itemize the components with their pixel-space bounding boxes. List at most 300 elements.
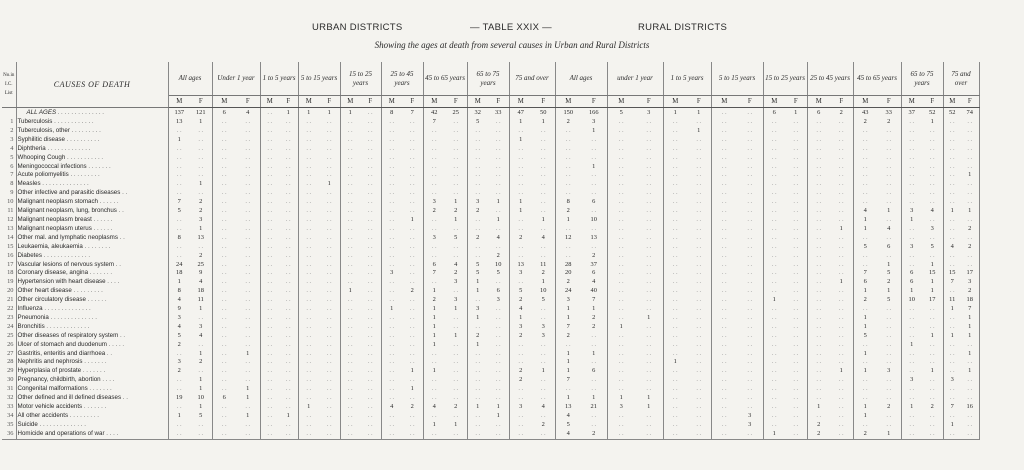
empty-cell-dots: . . bbox=[532, 225, 555, 234]
empty-cell-dots: . . bbox=[445, 350, 467, 359]
empty-cell-dots: . . bbox=[961, 127, 979, 136]
empty-cell-dots: . . bbox=[445, 252, 467, 261]
row-list-number: 36 bbox=[2, 430, 16, 439]
empty-cell-dots: . . bbox=[737, 225, 763, 234]
empty-cell-dots: . . bbox=[721, 322, 727, 330]
empty-cell-dots: . . bbox=[190, 136, 212, 145]
empty-cell-dots: . . bbox=[221, 340, 227, 348]
empty-cell-dots: . . bbox=[532, 198, 555, 207]
empty-cell-dots: . . bbox=[949, 287, 955, 295]
empty-cell-dots: . . bbox=[347, 144, 353, 152]
empty-cell-dots: . . bbox=[785, 341, 807, 350]
empty-cell-dots: . . bbox=[431, 385, 437, 393]
table-row bbox=[2, 127, 979, 136]
table-cell: 1 bbox=[910, 287, 914, 295]
empty-cell-dots: . . bbox=[475, 420, 481, 428]
dot-leader: . . . . bbox=[105, 278, 120, 286]
table-cell: 1 bbox=[863, 349, 867, 357]
empty-cell-dots: . . bbox=[687, 243, 711, 252]
empty-cell-dots: . . bbox=[922, 341, 943, 350]
empty-cell-dots: . . bbox=[279, 367, 298, 376]
empty-cell-dots: . . bbox=[635, 305, 663, 314]
empty-cell-dots: . . bbox=[771, 403, 777, 410]
empty-cell-dots: . . bbox=[949, 411, 955, 419]
table-cell: 6 bbox=[817, 108, 821, 116]
empty-cell-dots: . . bbox=[785, 350, 807, 359]
empty-cell-dots: . . bbox=[771, 251, 777, 259]
empty-cell-dots: . . bbox=[785, 403, 807, 412]
empty-cell-dots: . . bbox=[221, 153, 227, 161]
table-cell: 1 bbox=[190, 118, 212, 127]
empty-cell-dots: . . bbox=[816, 287, 822, 295]
empty-cell-dots: . . bbox=[319, 145, 340, 154]
empty-cell-dots: . . bbox=[488, 305, 509, 314]
table-cell: 25 bbox=[445, 108, 467, 119]
empty-cell-dots: . . bbox=[618, 224, 624, 232]
empty-cell-dots: . . bbox=[319, 269, 340, 278]
table-cell: 3 bbox=[519, 322, 523, 330]
empty-cell-dots: . . bbox=[389, 313, 395, 321]
empty-cell-dots: . . bbox=[771, 189, 777, 197]
empty-cell-dots: . . bbox=[737, 189, 763, 198]
row-cause-label: Whooping Cough . . . . . . . . . . . bbox=[16, 154, 168, 163]
column-header-age-group: 45 to 65 years bbox=[423, 62, 467, 96]
empty-cell-dots: . . bbox=[922, 412, 943, 421]
dot-leader: . . . . bbox=[104, 429, 119, 437]
table-cell: 166 bbox=[581, 108, 607, 119]
empty-cell-dots: . . bbox=[721, 162, 727, 170]
table-cell: 1 bbox=[922, 367, 943, 376]
row-list-number: 8 bbox=[2, 180, 16, 189]
empty-cell-dots: . . bbox=[687, 252, 711, 261]
empty-cell-dots: . . bbox=[785, 332, 807, 341]
empty-cell-dots: . . bbox=[737, 269, 763, 278]
empty-cell-dots: . . bbox=[961, 341, 979, 350]
empty-cell-dots: . . bbox=[922, 376, 943, 385]
empty-cell-dots: . . bbox=[360, 243, 381, 252]
empty-cell-dots: . . bbox=[672, 296, 678, 304]
column-header-female: F bbox=[877, 96, 901, 108]
empty-cell-dots: . . bbox=[532, 341, 555, 350]
table-cell: 1 bbox=[763, 430, 785, 439]
row-cause-label: Coronary disease, angina . . . . . . . bbox=[16, 269, 168, 278]
empty-cell-dots: . . bbox=[306, 180, 312, 188]
table-cell: 1 bbox=[236, 385, 260, 394]
empty-cell-dots: . . bbox=[475, 322, 481, 330]
column-header-age-group: All ages bbox=[555, 62, 607, 96]
empty-cell-dots: . . bbox=[475, 135, 481, 143]
empty-cell-dots: . . bbox=[816, 198, 822, 206]
empty-cell-dots: . . bbox=[319, 305, 340, 314]
empty-cell-dots: . . bbox=[721, 340, 727, 348]
table-cell: 3 bbox=[519, 269, 523, 277]
empty-cell-dots: . . bbox=[306, 198, 312, 206]
empty-cell-dots: . . bbox=[221, 118, 227, 125]
empty-cell-dots: . . bbox=[909, 233, 915, 241]
table-cell: 2 bbox=[190, 207, 212, 216]
empty-cell-dots: . . bbox=[581, 376, 607, 385]
empty-cell-dots: . . bbox=[319, 314, 340, 323]
empty-cell-dots: . . bbox=[360, 234, 381, 243]
empty-cell-dots: . . bbox=[581, 385, 607, 394]
table-cell: 2 bbox=[445, 207, 467, 216]
empty-cell-dots: . . bbox=[909, 171, 915, 179]
empty-cell-dots: . . bbox=[431, 215, 437, 223]
table-cell: 7 bbox=[177, 198, 181, 206]
empty-cell-dots: . . bbox=[721, 233, 727, 241]
row-cause-label: Tuberculosis . . . . . . . . . . . . bbox=[16, 118, 168, 127]
empty-cell-dots: . . bbox=[488, 367, 509, 376]
table-cell: 1 bbox=[445, 421, 467, 430]
empty-cell-dots: . . bbox=[737, 118, 763, 127]
empty-cell-dots: . . bbox=[635, 180, 663, 189]
empty-cell-dots: . . bbox=[771, 287, 777, 295]
empty-cell-dots: . . bbox=[319, 154, 340, 163]
empty-cell-dots: . . bbox=[518, 349, 524, 357]
empty-cell-dots: . . bbox=[862, 171, 868, 179]
empty-cell-dots: . . bbox=[687, 385, 711, 394]
table-cell: 1 bbox=[402, 367, 423, 376]
empty-cell-dots: . . bbox=[721, 313, 727, 321]
table-cell: 6 bbox=[772, 108, 776, 116]
empty-cell-dots: . . bbox=[830, 207, 853, 216]
table-cell: 1 bbox=[877, 287, 901, 296]
table-cell: 16 bbox=[961, 403, 979, 412]
table-cell: 1 bbox=[910, 340, 914, 348]
table-cell: 2 bbox=[581, 252, 607, 261]
empty-cell-dots: . . bbox=[389, 144, 395, 152]
table-cell: 7 bbox=[432, 269, 436, 277]
empty-cell-dots: . . bbox=[721, 108, 727, 116]
empty-cell-dots: . . bbox=[922, 154, 943, 163]
empty-cell-dots: . . bbox=[771, 367, 777, 375]
empty-cell-dots: . . bbox=[475, 126, 481, 134]
dot-leader: . . . . . . bbox=[91, 215, 113, 223]
empty-cell-dots: . . bbox=[771, 358, 777, 366]
dot-leader: . . . . . . bbox=[91, 224, 113, 232]
empty-cell-dots: . . bbox=[319, 350, 340, 359]
table-cell: 6 bbox=[910, 269, 914, 277]
table-cell: 11 bbox=[532, 261, 555, 270]
row-list-number: 16 bbox=[2, 252, 16, 261]
table-row bbox=[2, 278, 979, 287]
empty-cell-dots: . . bbox=[721, 287, 727, 295]
dot-leader: . . . . . . . . . . . . . . bbox=[37, 420, 86, 428]
row-cause-label: Pregnancy, childbirth, abortion . . . . bbox=[16, 376, 168, 385]
empty-cell-dots: . . bbox=[236, 180, 260, 189]
row-cause-label: Bronchitis . . . . . . . . . . . . . bbox=[16, 323, 168, 332]
empty-cell-dots: . . bbox=[445, 412, 467, 421]
empty-cell-dots: . . bbox=[877, 376, 901, 385]
table-cell: 1 bbox=[635, 403, 663, 412]
empty-cell-dots: . . bbox=[909, 224, 915, 232]
empty-cell-dots: . . bbox=[236, 305, 260, 314]
empty-cell-dots: . . bbox=[445, 394, 467, 403]
table-cell: 20 bbox=[565, 269, 572, 277]
row-list-number: 18 bbox=[2, 269, 16, 278]
table-cell: 8 bbox=[177, 287, 181, 295]
empty-cell-dots: . . bbox=[389, 296, 395, 304]
empty-cell-dots: . . bbox=[347, 322, 353, 330]
empty-cell-dots: . . bbox=[581, 189, 607, 198]
table-cell: 1 bbox=[922, 332, 943, 341]
empty-cell-dots: . . bbox=[221, 207, 227, 215]
empty-cell-dots: . . bbox=[961, 118, 979, 127]
empty-cell-dots: . . bbox=[176, 215, 182, 223]
table-cell: 28 bbox=[565, 260, 572, 268]
empty-cell-dots: . . bbox=[279, 243, 298, 252]
row-cause-label: Vascular lesions of nervous system . . bbox=[16, 261, 168, 270]
empty-cell-dots: . . bbox=[360, 350, 381, 359]
table-cell: 1 bbox=[445, 305, 467, 314]
empty-cell-dots: . . bbox=[190, 243, 212, 252]
empty-cell-dots: . . bbox=[672, 260, 678, 268]
table-cell: 2 bbox=[519, 296, 523, 304]
empty-cell-dots: . . bbox=[949, 189, 955, 197]
empty-cell-dots: . . bbox=[518, 394, 524, 402]
empty-cell-dots: . . bbox=[267, 367, 273, 375]
empty-cell-dots: . . bbox=[961, 394, 979, 403]
empty-cell-dots: . . bbox=[618, 385, 624, 393]
table-cell: 1 bbox=[950, 207, 954, 215]
empty-cell-dots: . . bbox=[785, 367, 807, 376]
table-cell: 4 bbox=[390, 403, 394, 410]
empty-cell-dots: . . bbox=[635, 376, 663, 385]
empty-cell-dots: . . bbox=[672, 162, 678, 170]
table-cell: 8 bbox=[390, 108, 394, 116]
empty-cell-dots: . . bbox=[488, 189, 509, 198]
table-cell: 1 bbox=[877, 261, 901, 270]
empty-cell-dots: . . bbox=[607, 430, 635, 439]
table-cell: 1 bbox=[348, 108, 352, 116]
empty-cell-dots: . . bbox=[877, 323, 901, 332]
empty-cell-dots: . . bbox=[830, 252, 853, 261]
empty-cell-dots: . . bbox=[816, 394, 822, 402]
table-cell: 1 bbox=[190, 376, 212, 385]
empty-cell-dots: . . bbox=[862, 198, 868, 206]
empty-cell-dots: . . bbox=[635, 332, 663, 341]
table-cell: 1 bbox=[922, 278, 943, 287]
table-cell: 1 bbox=[488, 403, 509, 412]
empty-cell-dots: . . bbox=[423, 430, 445, 439]
empty-cell-dots: . . bbox=[862, 260, 868, 268]
table-cell: 1 bbox=[863, 313, 867, 321]
empty-cell-dots: . . bbox=[922, 394, 943, 403]
empty-cell-dots: . . bbox=[816, 313, 822, 321]
empty-cell-dots: . . bbox=[221, 251, 227, 259]
table-cell: 4 bbox=[532, 403, 555, 412]
dot-leader: . . bbox=[105, 349, 113, 357]
table-cell: 4 bbox=[488, 234, 509, 243]
table-cell: 8 bbox=[177, 233, 181, 241]
empty-cell-dots: . . bbox=[389, 331, 395, 339]
empty-cell-dots: . . bbox=[687, 394, 711, 403]
empty-cell-dots: . . bbox=[319, 358, 340, 367]
row-list-number: 31 bbox=[2, 385, 16, 394]
empty-cell-dots: . . bbox=[816, 251, 822, 259]
empty-cell-dots: . . bbox=[785, 163, 807, 172]
empty-cell-dots: . . bbox=[877, 421, 901, 430]
empty-cell-dots: . . bbox=[635, 323, 663, 332]
empty-cell-dots: . . bbox=[319, 216, 340, 225]
empty-cell-dots: . . bbox=[221, 331, 227, 339]
empty-cell-dots: . . bbox=[402, 296, 423, 305]
empty-cell-dots: . . bbox=[687, 216, 711, 225]
empty-cell-dots: . . bbox=[347, 260, 353, 268]
table-cell: 1 bbox=[687, 127, 711, 136]
empty-cell-dots: . . bbox=[306, 278, 312, 286]
empty-cell-dots: . . bbox=[618, 242, 624, 250]
empty-cell-dots: . . bbox=[862, 376, 868, 384]
empty-cell-dots: . . bbox=[771, 278, 777, 286]
table-cell: 1 bbox=[566, 394, 570, 402]
table-cell: 2 bbox=[566, 207, 570, 215]
empty-cell-dots: . . bbox=[862, 180, 868, 188]
empty-cell-dots: . . bbox=[532, 394, 555, 403]
empty-cell-dots: . . bbox=[943, 430, 961, 439]
dot-leader: . . . . . . . . . . . . . . bbox=[48, 313, 97, 321]
empty-cell-dots: . . bbox=[389, 224, 395, 232]
empty-cell-dots: . . bbox=[687, 403, 711, 412]
empty-cell-dots: . . bbox=[176, 376, 182, 384]
table-cell: 5 bbox=[877, 296, 901, 305]
empty-cell-dots: . . bbox=[877, 305, 901, 314]
table-cell: 1 bbox=[950, 305, 954, 313]
empty-cell-dots: . . bbox=[475, 251, 481, 259]
table-cell: 4 bbox=[532, 234, 555, 243]
row-cause-label: Suicide . . . . . . . . . . . . . . bbox=[16, 421, 168, 430]
table-row bbox=[2, 261, 979, 270]
empty-cell-dots: . . bbox=[347, 189, 353, 197]
table-cell: 1 bbox=[519, 313, 523, 321]
empty-cell-dots: . . bbox=[360, 403, 381, 412]
empty-cell-dots: . . bbox=[267, 251, 273, 259]
table-cell: 1 bbox=[785, 108, 807, 119]
empty-cell-dots: . . bbox=[830, 385, 853, 394]
empty-cell-dots: . . bbox=[267, 358, 273, 366]
empty-cell-dots: . . bbox=[618, 180, 624, 188]
table-cell: 18 bbox=[176, 269, 183, 277]
table-cell: 7 bbox=[566, 322, 570, 330]
empty-cell-dots: . . bbox=[445, 127, 467, 136]
column-header-age-group: 75 and over bbox=[943, 62, 979, 96]
row-cause-label: Malignant neoplasm, lung, bronchus . . bbox=[16, 207, 168, 216]
empty-cell-dots: . . bbox=[635, 367, 663, 376]
table-cell: 18 bbox=[961, 296, 979, 305]
dot-leader: . . . . . . . . . . bbox=[64, 135, 100, 143]
empty-cell-dots: . . bbox=[347, 376, 353, 384]
row-cause-label: Acute poliomyelitis . . . . . . . . . bbox=[16, 171, 168, 180]
empty-cell-dots: . . bbox=[389, 376, 395, 384]
row-list-number: 14 bbox=[2, 234, 16, 243]
table-cell: 2 bbox=[476, 207, 480, 215]
empty-cell-dots: . . bbox=[862, 420, 868, 428]
empty-cell-dots: . . bbox=[221, 224, 227, 232]
empty-cell-dots: . . bbox=[475, 224, 481, 232]
empty-cell-dots: . . bbox=[347, 118, 353, 125]
empty-cell-dots: . . bbox=[389, 135, 395, 143]
empty-cell-dots: . . bbox=[961, 189, 979, 198]
empty-cell-dots: . . bbox=[687, 154, 711, 163]
empty-cell-dots: . . bbox=[687, 323, 711, 332]
empty-cell-dots: . . bbox=[737, 287, 763, 296]
empty-cell-dots: . . bbox=[949, 144, 955, 152]
empty-cell-dots: . . bbox=[581, 225, 607, 234]
empty-cell-dots: . . bbox=[445, 287, 467, 296]
empty-cell-dots: . . bbox=[830, 394, 853, 403]
empty-cell-dots: . . bbox=[279, 358, 298, 367]
empty-cell-dots: . . bbox=[389, 322, 395, 330]
empty-cell-dots: . . bbox=[862, 189, 868, 197]
table-row bbox=[2, 216, 979, 225]
dot-leader: . . bbox=[118, 331, 126, 339]
empty-cell-dots: . . bbox=[221, 358, 227, 366]
empty-cell-dots: . . bbox=[475, 358, 481, 366]
empty-cell-dots: . . bbox=[279, 332, 298, 341]
empty-cell-dots: . . bbox=[176, 420, 182, 428]
empty-cell-dots: . . bbox=[360, 323, 381, 332]
empty-cell-dots: . . bbox=[737, 430, 763, 439]
empty-cell-dots: . . bbox=[402, 358, 423, 367]
empty-cell-dots: . . bbox=[389, 162, 395, 170]
empty-cell-dots: . . bbox=[961, 412, 979, 421]
empty-cell-dots: . . bbox=[360, 332, 381, 341]
empty-cell-dots: . . bbox=[389, 340, 395, 348]
empty-cell-dots: . . bbox=[635, 207, 663, 216]
empty-cell-dots: . . bbox=[618, 349, 624, 357]
table-cell: 47 bbox=[517, 108, 524, 116]
table-cell: 6 bbox=[488, 287, 509, 296]
empty-cell-dots: . . bbox=[279, 136, 298, 145]
empty-cell-dots: . . bbox=[306, 207, 312, 215]
table-cell: 17 bbox=[961, 269, 979, 278]
empty-cell-dots: . . bbox=[816, 215, 822, 223]
empty-cell-dots: . . bbox=[565, 135, 571, 143]
table-cell: 7 bbox=[402, 108, 423, 119]
table-cell: 1 bbox=[961, 367, 979, 376]
empty-cell-dots: . . bbox=[737, 216, 763, 225]
table-cell: 1 bbox=[863, 403, 867, 410]
empty-cell-dots: . . bbox=[862, 126, 868, 134]
empty-cell-dots: . . bbox=[306, 420, 312, 428]
table-cell: 1 bbox=[190, 350, 212, 359]
empty-cell-dots: . . bbox=[267, 403, 273, 410]
empty-cell-dots: . . bbox=[618, 118, 624, 125]
table-cell: 6 bbox=[222, 394, 226, 402]
empty-cell-dots: . . bbox=[402, 243, 423, 252]
empty-cell-dots: . . bbox=[922, 189, 943, 198]
empty-cell-dots: . . bbox=[785, 385, 807, 394]
empty-cell-dots: . . bbox=[949, 198, 955, 206]
empty-cell-dots: . . bbox=[475, 394, 481, 402]
empty-cell-dots: . . bbox=[721, 180, 727, 188]
empty-cell-dots: . . bbox=[347, 269, 353, 277]
empty-cell-dots: . . bbox=[488, 314, 509, 323]
empty-cell-dots: . . bbox=[306, 189, 312, 197]
empty-cell-dots: . . bbox=[402, 323, 423, 332]
empty-cell-dots: . . bbox=[360, 358, 381, 367]
empty-cell-dots: . . bbox=[830, 269, 853, 278]
empty-cell-dots: . . bbox=[721, 420, 727, 428]
empty-cell-dots: . . bbox=[909, 180, 915, 188]
empty-cell-dots: . . bbox=[347, 162, 353, 170]
table-cell: 2 bbox=[432, 207, 436, 215]
empty-cell-dots: . . bbox=[236, 376, 260, 385]
dot-leader: . . . . . . bbox=[97, 198, 119, 206]
table-cell: 1 bbox=[910, 403, 914, 410]
table-cell: 74 bbox=[961, 108, 979, 119]
empty-cell-dots: . . bbox=[347, 171, 353, 179]
